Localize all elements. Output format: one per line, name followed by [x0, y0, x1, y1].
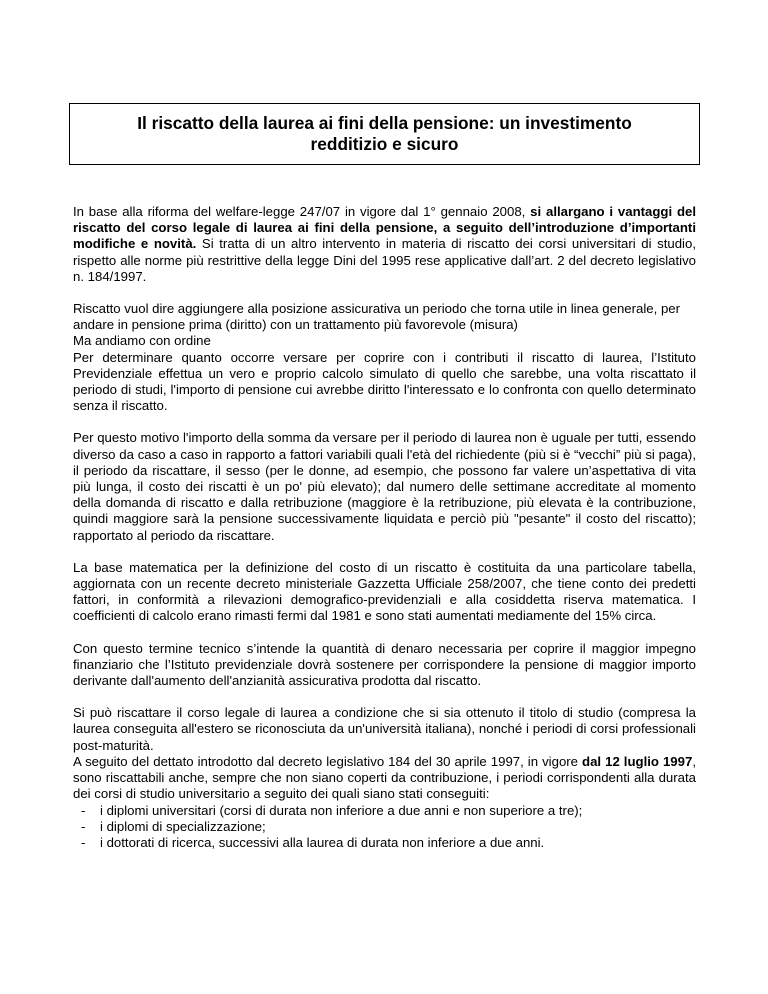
title-box [69, 103, 700, 165]
paragraph-4: La base matematica per la definizione del costo di un riscatto è costituita da una particolare tabella, aggiornata con un recente decreto ministeriale Gazzetta Ufficiale 258/2007, che tiene conto dei predetti fattori, in conformità a rilevazioni demografico-previdenziali e alla cosiddetta riserva matematica. I coefficienti di calcolo erano rimasti fermi dal 1981 e sono stati aumentati mediamente del 15% circa. [73, 559, 696, 624]
paragraph-6-line-1: Si può riscattare il corso legale di laurea a condizione che si sia ottenuto il titolo di studio (compresa la laurea conseguita all'estero se riconosciuta da un'università italiana), nonché i periodi di corsi professionali post-maturità. [73, 705, 696, 753]
paragraph-1-intro: In base alla riforma del welfare-legge 247/07 in vigore dal 1° gennaio 2008, [73, 204, 531, 219]
list-item-text: i diplomi universitari (corsi di durata non inferiore a due anni e non superiore a tre); [100, 802, 583, 818]
list-dash: - [81, 818, 86, 834]
list-item [73, 835, 696, 851]
paragraph-2-line-3: Per determinare quanto occorre versare per coprire con i contributi il riscatto di laurea, l’Istituto Previdenziale effettua un vero e proprio calcolo simulato di quello che sarebbe, una volta riscattato il periodo di studi, l'importo di pensione cui avrebbe diritto l'interessato e lo confronta con quello determinato senza il riscatto. [73, 349, 696, 414]
paragraph-3: Per questo motivo l'importo della somma da versare per il periodo di laurea non è uguale per tutti, essendo diverso da caso a caso in rapporto a fattori variabili quali l'età del richiedente (più si è “vecchi” più si paga), il periodo da riscattare, il sesso (per le donne, ad esempio, che possono far valere un’aspettativa di vita più lunga, il costo dei riscatti è un po' più elevato); dal numero delle settimane accreditate al momento della domanda di riscatto e dalla retribuzione (maggiore è la retribuzione, più elevata è la contribuzione, quindi maggiore sarà la pensione successivamente liquidata e perciò più "pesante" il costo del riscatto); rapportato al periodo da riscattare. [73, 430, 696, 543]
paragraph-6-text-a: A seguito del dettato introdotto dal decreto legislativo 184 del 30 aprile 1997, in vigore [73, 753, 583, 769]
document-body [73, 204, 696, 851]
list-item [73, 819, 696, 835]
paragraph-6-line-2 [73, 754, 696, 803]
list-item [73, 803, 696, 819]
paragraph-6-text-c: , sono riscattabili anche, sempre che non siano coperti da contribuzione, i periodi corrispondenti alla durata dei corsi di studio universitario a seguito dei quali siano stati conseguiti: [73, 753, 696, 802]
diploma-list [73, 803, 696, 852]
paragraph-1-rest: Si tratta di un altro intervento in materia di riscatto dei corsi universitari di studio, rispetto alle norme più restrittive della legge Dini del 1995 rese applicative dall’art. 2 del decreto legislativo n. 184/1997. [73, 236, 696, 284]
document-title: Il riscatto della laurea ai fini della pensione: un investimento redditizio e sicuro [137, 113, 632, 154]
paragraph-2 [73, 301, 696, 414]
paragraph-2-line-2: Ma andiamo con ordine [73, 333, 211, 349]
paragraph-1-bold: si allargano i vantaggi del riscatto del corso legale di laurea ai fini della pensione, a seguito dell’introduzione d’importanti modifiche e novità. [73, 204, 696, 252]
paragraph-6 [73, 705, 696, 851]
paragraph-1 [73, 204, 696, 285]
list-dash: - [81, 802, 86, 818]
paragraph-5: Con questo termine tecnico s’intende la quantità di denaro necessaria per coprire il maggior impegno finanziario che l’Istituto previdenziale dovrà sostenere per corrispondere la pensione di maggior importo derivante dall'aumento dell'anzianità assicurativa prodotta dal riscatto. [73, 640, 696, 689]
list-item-text: i diplomi di specializzazione; [100, 818, 266, 834]
paragraph-2-line-1: Riscatto vuol dire aggiungere alla posizione assicurativa un periodo che torna utile in linea generale, per andare in pensione prima (diritto) con un trattamento più favorevole (misura) [73, 301, 680, 333]
list-item-text: i dottorati di ricerca, successivi alla laurea di durata non inferiore a due anni. [100, 834, 545, 850]
list-dash: - [81, 834, 86, 850]
paragraph-6-bold-date: dal 12 luglio 1997 [582, 753, 693, 769]
